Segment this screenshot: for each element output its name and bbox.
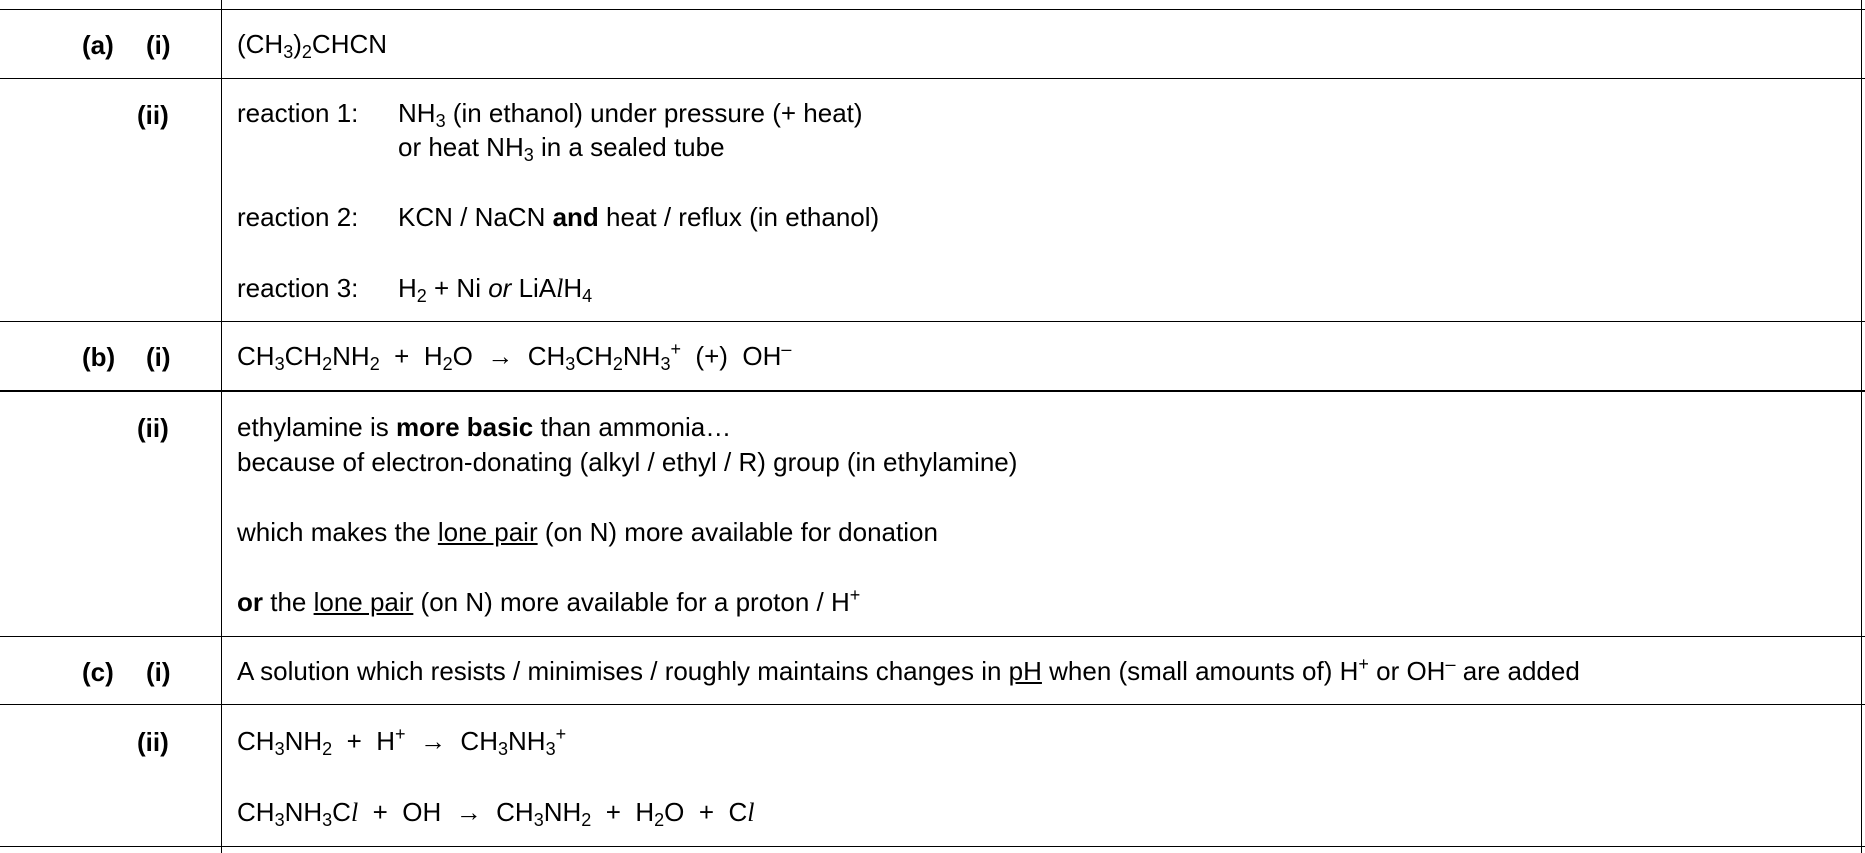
reaction-3-label: reaction 3: [237, 273, 359, 303]
reaction-1-conditions: $NH_3$ (in ethanol) under pressure (+ heat) [398, 98, 863, 131]
answer-a-i: $(CH_3)_2CHCN$ [237, 29, 388, 62]
row-border [0, 9, 1865, 10]
answer-c-i: A solution which resists / minimises / roughly maintains changes in pH when (small amounts of) H+ or OH– are added [237, 654, 1580, 686]
part-label-a-i: (i) [146, 30, 171, 60]
right-border [1861, 0, 1862, 853]
reaction-1-label: reaction 1: [237, 98, 359, 128]
row-border [0, 390, 1865, 392]
row-border [0, 321, 1865, 322]
question-label-c: (c) [82, 657, 114, 687]
question-label-a: (a) [82, 30, 114, 60]
row-border [0, 78, 1865, 79]
reaction-2-conditions: KCN / NaCN and heat / reflux (in ethanol) [398, 202, 880, 232]
part-label-c-i: (i) [146, 657, 171, 687]
row-border [0, 846, 1865, 847]
reaction-3-conditions: $H_2 + Ni$ or LiAlH$_4$ [398, 273, 593, 306]
part-label-b-i: (i) [146, 342, 171, 372]
column-divider [221, 0, 222, 853]
answer-b-ii-line-1: ethylamine is more basic than ammonia… [237, 412, 732, 442]
answer-b-ii-line-4: or the lone pair (on N) more available for a proton / H+ [237, 585, 861, 617]
equation-c-ii-2: $CH_3NH_3Cl$ + OH → $CH_3NH_2 + H_2O + Cl$ [237, 797, 755, 830]
part-label-a-ii: (ii) [137, 100, 169, 130]
question-label-b: (b) [82, 342, 116, 372]
answer-b-ii-line-2: because of electron-donating (alkyl / ethyl / R) group (in ethylamine) [237, 447, 1018, 477]
part-label-b-ii: (ii) [137, 413, 169, 443]
answer-b-ii-line-3: which makes the lone pair (on N) more available for donation [237, 517, 938, 547]
equation-b-i: $CH_3CH_2NH_2 + H_2O \to CH_3CH_2NH_3^+$ (+) OH– [237, 339, 792, 374]
reaction-2-label: reaction 2: [237, 202, 359, 232]
part-label-c-ii: (ii) [137, 727, 169, 757]
equation-c-ii-1: $CH_3NH_2 + H^+ \to CH_3NH_3^+$ [237, 724, 567, 759]
row-border [0, 636, 1865, 637]
reaction-1-alternative: or heat $NH_3$ in a sealed tube [398, 132, 725, 165]
row-border [0, 704, 1865, 705]
